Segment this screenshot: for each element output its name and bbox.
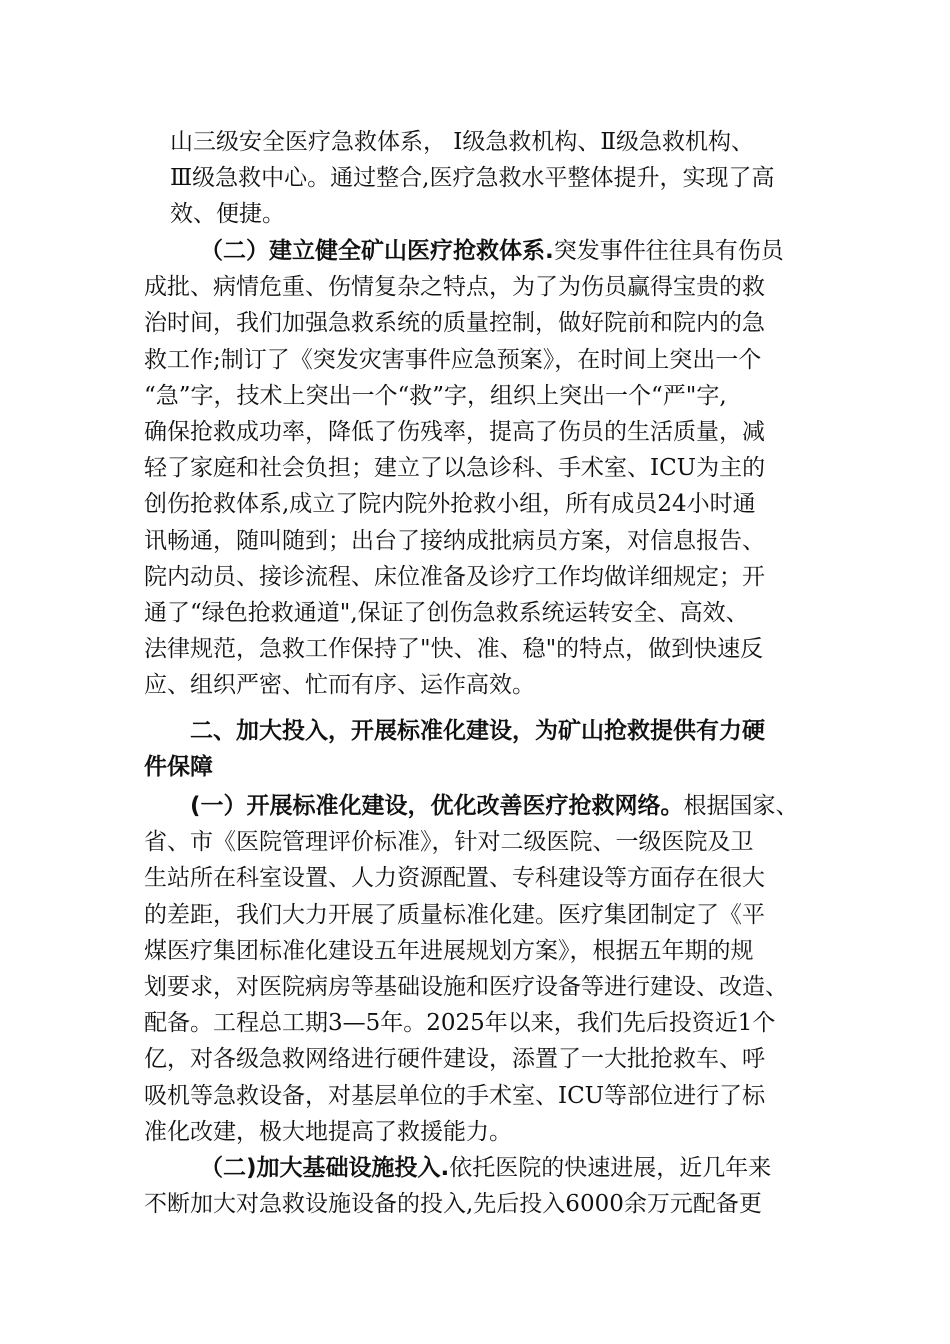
text-line: 通了“绿色抢救通道",保证了创伤急救系统运转安全、高效、 — [144, 600, 749, 627]
paragraph-standardization — [144, 788, 808, 1150]
text-line: 准化改建，极大地提高了救援能力。 — [144, 1118, 512, 1145]
text-line: 亿，对各级急救网络进行硬件建设，添置了一大批抢救车、呼 — [144, 1046, 765, 1073]
text-line: 吸机等急救设备，对基层单位的手术室、ICU等部位进行了标 — [144, 1082, 766, 1109]
text-line: “急”字，技术上突出一个“救”字，组织上突出一个“严"字, — [144, 382, 727, 409]
text-line: 轻了家庭和社会负担；建立了以急诊科、手术室、ICU为主的 — [144, 455, 766, 482]
text-line: 确保抢救成功率，降低了伤残率，提高了伤员的生活质量，减 — [144, 419, 765, 446]
section-heading — [144, 713, 808, 785]
text-line: 配备。工程总工期3—5年。2025年以来，我们先后投资近1个 — [144, 1010, 776, 1037]
text-line: 院内动员、接诊流程、床位准备及诊疗工作均做详细规定；开 — [144, 563, 765, 590]
text-line: 的差距，我们大力开展了质量标准化建。医疗集团制定了《平 — [144, 901, 765, 928]
text-line: 救工作;制订了《突发灾害事件应急预案》，在时间上突出一个 — [144, 346, 762, 373]
paragraph-infrastructure — [144, 1150, 808, 1222]
text-line: 应、组织严密、忙而有序、运作高效。 — [144, 672, 535, 699]
heading-line: 二、加大投入，开展标准化建设，为矿山抢救提供有力硬 — [190, 718, 765, 744]
heading-line: 件保障 — [144, 754, 213, 781]
text-line: 效、便捷。 — [170, 201, 285, 228]
section-subheading: (一）开展标准化建设，优化改善医疗抢救网络。 — [190, 793, 684, 819]
section-subheading: （二)加大基础设施投入. — [200, 1155, 450, 1181]
text-line: 创伤抢救体系,成立了院内院外抢救小组，所有成员24小时通 — [144, 491, 756, 518]
paragraph-continuation — [170, 124, 810, 233]
paragraph-rescue-system — [144, 233, 808, 704]
text-run: 根据国家、 — [683, 793, 799, 819]
text-line: 不断加大对急救设施设备的投入,先后投入6000余万元配备更 — [144, 1191, 762, 1218]
text-line: Ⅲ级急救中心。通过整合,医疗急救水平整体提升，实现了高 — [170, 165, 775, 192]
text-line — [144, 1150, 808, 1186]
text-line: 法律规范，急救工作保持了"快、准、稳"的特点，做到快速反 — [144, 636, 764, 663]
text-line — [144, 788, 808, 824]
text-line: 成批、病情危重、伤情复杂之特点，为了为伤员赢得宝贵的救 — [144, 274, 765, 301]
text-line: 省、市《医院管理评价标准》，针对二级医院、一级医院及卫 — [144, 829, 754, 856]
text-line: 生站所在科室设置、人力资源配置、专科建设等方面存在很大 — [144, 865, 765, 892]
text-run: 依托医院的快速进展，近几年来 — [449, 1155, 772, 1181]
text-line — [144, 233, 808, 269]
section-subheading: （二）建立健全矿山医疗抢救体系. — [200, 238, 554, 264]
text-line: 讯畅通，随叫随到；出台了接纳成批病员方案，对信息报告、 — [144, 527, 765, 554]
text-line: 煤医疗集团标准化建设五年进展规划方案》，根据五年期的规 — [144, 937, 754, 964]
text-run: 突发事件往往具有伤员 — [553, 238, 784, 264]
text-line: 治时间，我们加强急救系统的质量控制，做好院前和院内的急 — [144, 310, 765, 337]
text-line: 划要求，对医院病房等基础设施和医疗设备等进行建设、改造、 — [144, 974, 788, 1001]
text-line: 山三级安全医疗急救体系， Ⅰ级急救机构、Ⅱ级急救机构、 — [170, 129, 755, 155]
